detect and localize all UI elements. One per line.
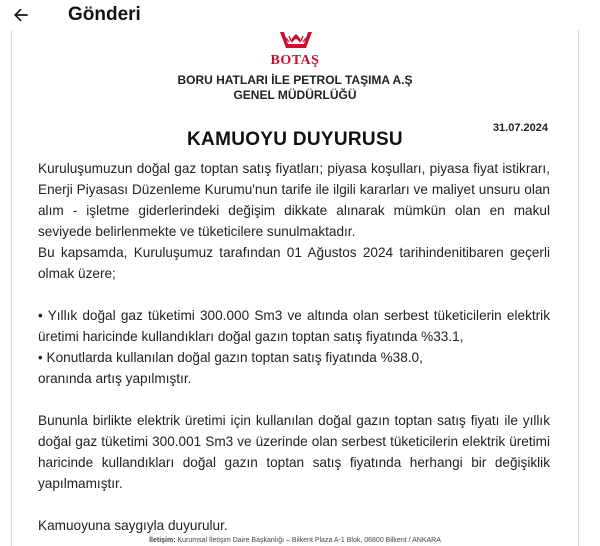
document-footer bbox=[12, 537, 578, 544]
footer-label: İletişim: bbox=[149, 537, 176, 544]
back-button[interactable] bbox=[6, 0, 36, 30]
paragraph-unchanged: Bununla birlikte elektrik üretimi için kullanılan doğal gazın toptan satış fiyatı ile yıllık doğal gaz tüketimi 300.001 Sm3 ve üzerinde olan serbest tüketicilerin elektrik üretimi haricinde kullandıkları doğal gazın toptan satış fiyatında herhangi bir değişiklik yapılmamıştır. bbox=[38, 413, 550, 491]
paragraph-intro: Kuruluşumuzun doğal gaz toptan satış fiyatları; piyasa koşulları, piyasa fiyat istikrarı, Enerji Piyasası Düzenleme Kurumu'nun tarife ile ilgili kararları ve maliyet unsuru olan alım - işletme giderlerindeki değişim dikkate alınarak mümkün olan en makul seviyede belirlenmekte ve tüketicilere sunulmaktadır. bbox=[38, 161, 550, 239]
bullet-free-consumers: • Yıllık doğal gaz tüketimi 300.000 Sm3 ve altında olan serbest tüketicilerin elektrik üretimi haricinde kullandıkları doğal gazın toptan satış fiyatında %33.1, bbox=[38, 308, 550, 344]
document-date: 31.07.2024 bbox=[492, 122, 548, 134]
document-body bbox=[38, 158, 550, 536]
botas-logo-icon bbox=[276, 30, 316, 52]
document-heading: KAMUOYU DUYURUSU bbox=[187, 129, 403, 150]
footer-text: Kurumsal İletişim Daire Başkanlığı – Bilkent Plaza A-1 Blok, 06800 Bilkent / ANKARA bbox=[177, 537, 441, 544]
page-title: Gönderi bbox=[68, 4, 141, 25]
bullet-conclusion: oranında artış yapılmıştır. bbox=[38, 371, 192, 386]
top-bar bbox=[0, 0, 600, 30]
company-name-line1: BORU HATLARI İLE PETROL TAŞIMA A.Ş bbox=[177, 73, 413, 87]
bullet-residential: • Konutlarda kullanılan doğal gazın toptan satış fiyatında %38.0, bbox=[38, 350, 423, 365]
post-image-document[interactable] bbox=[11, 30, 579, 546]
brand-name: BOTAŞ bbox=[270, 53, 320, 68]
closing-line: Kamuoyuna saygıyla duyurulur. bbox=[38, 518, 228, 533]
paragraph-scope: Bu kapsamda, Kuruluşumuz tarafından 01 Ağustos 2024 tarihindenitibaren geçerli olmak üzere; bbox=[38, 245, 550, 281]
company-name-line2: GENEL MÜDÜRLÜĞÜ bbox=[233, 88, 357, 102]
arrow-left-icon bbox=[11, 5, 31, 25]
